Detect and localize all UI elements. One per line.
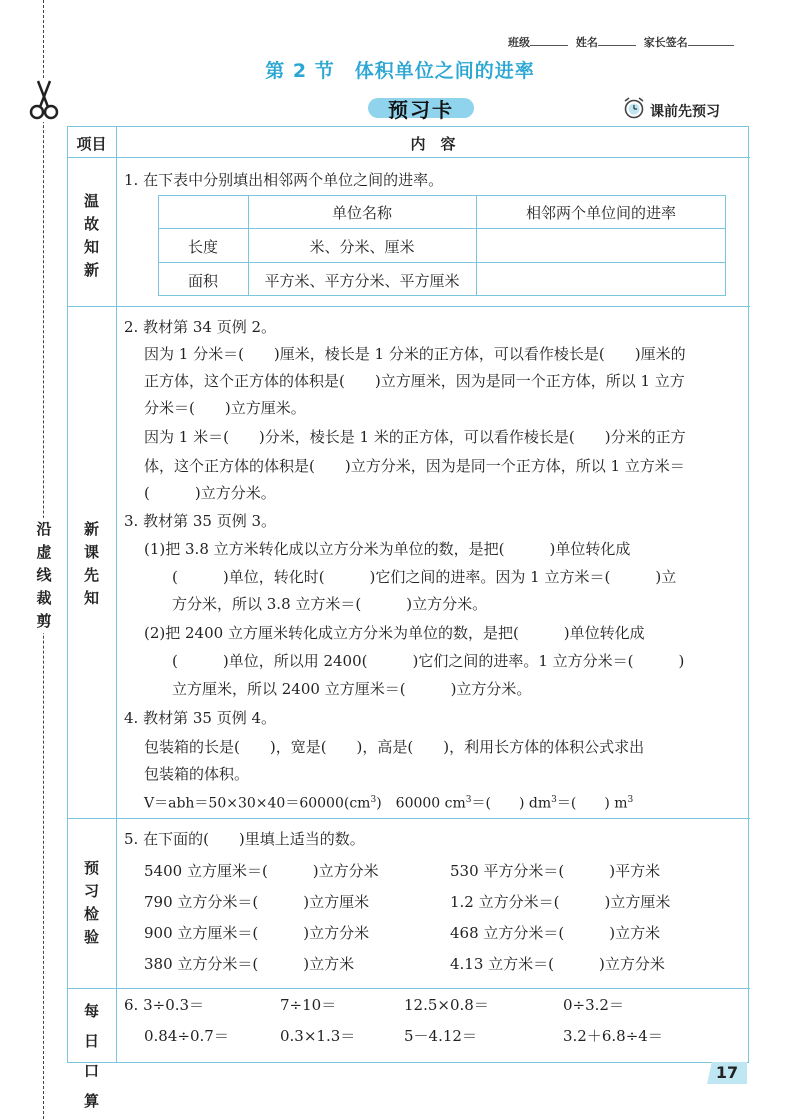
q5-item: 1.2 立方分米＝( )立方厘米 [450, 893, 671, 911]
scissors-icon [28, 78, 60, 122]
name-label: 姓名 [575, 36, 598, 49]
q5-item: 530 平方分米＝( )平方米 [450, 862, 661, 880]
q2-line: 分米＝( )立方厘米。 [144, 399, 306, 417]
rate-answer-cell[interactable] [476, 267, 726, 293]
header-fields [508, 34, 734, 50]
row-divider [67, 988, 750, 989]
q2-line: 体，这个正方体的体积是( )立方分米，因为是同一个正方体，所以 1 立方米＝ [144, 457, 685, 475]
section-check: 预习检验 [83, 859, 99, 946]
q2-line: 2. 教材第 34 页例 2。 [124, 318, 277, 336]
q4-line: 4. 教材第 35 页例 4。 [124, 709, 277, 727]
page-title: 第 2 节 体积单位之间的进率 [265, 60, 535, 82]
q5-item: 900 立方厘米＝( )立方分米 [144, 924, 370, 942]
calc-item: 7÷10＝ [280, 996, 337, 1014]
unit-table-row-units: 平方米、平方分米、平方厘米 [264, 272, 460, 290]
calc-item: 3.2＋6.8÷4＝ [563, 1027, 663, 1045]
q4-line: 包装箱的体积。 [144, 765, 250, 783]
parent-sign-blank[interactable] [688, 35, 734, 46]
q5-item: 468 立方分米＝( )立方米 [450, 924, 661, 942]
calc-item: 0.3×1.3＝ [280, 1027, 356, 1045]
q3-line: (2)把 2400 立方厘米转化成立方分米为单位的数，是把( )单位转化成 [144, 624, 645, 642]
col-header-content: 内 容 [410, 135, 456, 153]
name-blank[interactable] [598, 35, 636, 46]
calc-item: 0÷3.2＝ [563, 996, 624, 1014]
calc-item: 5－4.12＝ [404, 1027, 477, 1045]
q5-item: 790 立方分米＝( )立方厘米 [144, 893, 370, 911]
section-review: 温故知新 [83, 192, 99, 279]
q3-line: ( )单位，所以用 2400( )它们之间的进率。1 立方分米＝( ) [172, 652, 685, 670]
rate-answer-cell[interactable] [476, 233, 726, 259]
q2-line: 正方体，这个正方体的体积是( )立方厘米，因为是同一个正方体，所以 1 立方 [144, 372, 685, 390]
unit-table-row-units: 米、分米、厘米 [309, 238, 415, 256]
preview-card-badge [368, 94, 474, 120]
q3-line: ( )单位，转化时( )它们之间的进率。因为 1 立方米＝( )立 [172, 568, 677, 586]
q3-line: 立方厘米，所以 2400 立方厘米＝( )立方分米。 [172, 680, 532, 698]
unit-table-row-label: 长度 [187, 238, 218, 256]
parent-sign-label: 家长签名 [643, 36, 688, 49]
row-divider [67, 157, 750, 158]
unit-table-row-label: 面积 [187, 272, 218, 290]
q4-line: 包装箱的长是( )，宽是( )，高是( )，利用长方体的体积公式求出 [144, 738, 645, 756]
class-label: 班级 [508, 36, 530, 49]
alarm-clock-icon [622, 96, 646, 120]
row-divider [67, 818, 750, 819]
preview-label: 课前先预习 [650, 104, 720, 120]
q3-line: 3. 教材第 35 页例 3。 [124, 512, 277, 530]
q4-formula: $V=abh=50\times 30\times 40=60000(cm^3)$ 60000 $cm^3=$( ) $dm^3=$( ) $m^3$ [144, 795, 634, 812]
section-daily-calc: 每日口算 [83, 1002, 99, 1110]
q1-text: 1. 在下表中分别填出相邻两个单位之间的进率。 [124, 171, 444, 189]
cut-label: 沿虚线裁剪 [33, 518, 55, 633]
page-number-badge [707, 1062, 747, 1084]
q2-line: ( )立方分米。 [144, 484, 276, 502]
q5-item: 5400 立方厘米＝( )立方分米 [144, 862, 379, 880]
q5-text: 5. 在下面的( )里填上适当的数。 [124, 830, 365, 848]
class-blank[interactable] [530, 35, 568, 46]
page-number: 17 [715, 1063, 739, 1082]
q2-line: 因为 1 米＝( )分米，棱长是 1 米的正方体，可以看作棱长是( )分米的正方 [144, 428, 686, 446]
unit-rate-table [158, 195, 726, 296]
unit-table-header-name: 单位名称 [331, 204, 392, 222]
col-header-item: 项目 [76, 135, 107, 153]
q5-item: 380 立方分米＝( )立方米 [144, 955, 355, 973]
card-label: 预习卡 [388, 98, 454, 122]
q3-line: 方分米，所以 3.8 立方米＝( )立方分米。 [172, 595, 488, 613]
section-new-knowledge: 新课先知 [83, 520, 99, 607]
q5-item: 4.13 立方米＝( )立方分米 [450, 955, 665, 973]
q2-line: 因为 1 分米＝( )厘米，棱长是 1 分米的正方体，可以看作棱长是( )厘米的 [144, 345, 686, 363]
row-divider [67, 306, 750, 307]
calc-item: 12.5×0.8＝ [404, 996, 489, 1014]
column-divider [116, 126, 117, 1063]
calc-item: 0.84÷0.7＝ [144, 1027, 229, 1045]
unit-table-header-rate: 相邻两个单位间的进率 [525, 204, 676, 222]
calc-item: 6. 3÷0.3＝ [124, 996, 205, 1014]
q3-line: (1)把 3.8 立方米转化成以立方分米为单位的数，是把( )单位转化成 [144, 540, 631, 558]
